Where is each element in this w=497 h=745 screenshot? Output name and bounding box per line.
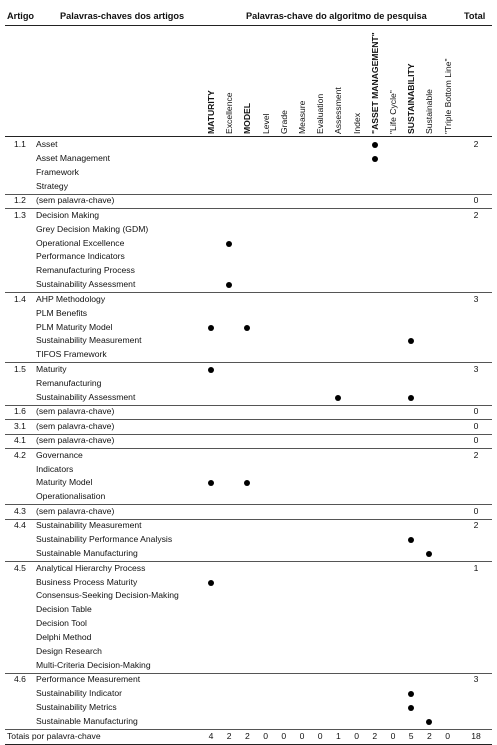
keyword-cell: Sustainability Performance Analysis	[36, 534, 173, 545]
column-total: 2	[427, 730, 432, 741]
match-dot	[426, 551, 432, 557]
column-total: 2	[226, 730, 232, 741]
match-dot	[208, 580, 214, 586]
keyword-cell: (sem palavra-chave)	[36, 435, 115, 446]
column-total: 4	[208, 730, 214, 741]
keyword-cell: PLM Benefits	[36, 307, 88, 318]
article-total: 0	[473, 406, 479, 417]
keyword-cell: Maturity Model	[36, 477, 93, 488]
column-header: Sustainable	[424, 89, 435, 134]
article-number: 1.5	[14, 363, 26, 374]
column-header: Evaluation	[315, 93, 326, 134]
article-number: 4.1	[14, 435, 26, 446]
keyword-cell: Grey Decision Making (GDM)	[36, 223, 149, 234]
keyword-cell: (sem palavra-chave)	[36, 420, 115, 431]
header-total: Total	[464, 11, 486, 21]
header-artigo: Artigo	[7, 11, 35, 21]
article-total: 0	[473, 195, 479, 206]
header-palavras-algoritmo: Palavras-chave do algoritmo de pesquisa	[246, 11, 427, 21]
column-header: Grade	[278, 110, 289, 134]
article-number: 4.4	[14, 520, 26, 531]
match-dot	[208, 325, 214, 331]
column-total: 2	[372, 730, 378, 741]
column-total: 0	[445, 730, 450, 741]
keyword-cell: Sustainability Measurement	[36, 335, 142, 346]
article-total: 2	[473, 449, 479, 460]
article-number: 4.6	[14, 674, 26, 685]
keyword-cell: PLM Maturity Model	[36, 321, 113, 332]
keyword-cell: Performance Measurement	[36, 674, 141, 685]
match-dot	[372, 156, 378, 162]
keyword-cell: (sem palavra-chave)	[36, 195, 115, 206]
column-header: SUSTAINABILITY	[406, 63, 417, 134]
article-total: 2	[473, 139, 479, 149]
column-total: 0	[317, 730, 323, 741]
column-header: "ASSET MANAGEMENT"	[369, 32, 380, 134]
article-number: 1.3	[14, 209, 26, 220]
keyword-cell: Performance Indicators	[36, 251, 125, 262]
keyword-cell: Consensus-Seeking Decision-Making	[36, 590, 179, 601]
group-separator	[5, 362, 492, 363]
column-header: MODEL	[242, 102, 253, 134]
article-total: 3	[473, 674, 479, 685]
article-number: 1.4	[14, 293, 26, 304]
keyword-cell: Design Research	[36, 646, 102, 656]
column-header: MATURITY	[206, 90, 216, 134]
column-header: Excellence	[224, 92, 235, 134]
column-total: 5	[408, 730, 414, 741]
column-total: 0	[354, 730, 359, 741]
keyword-cell: Asset	[36, 139, 58, 149]
article-number: 4.2	[14, 449, 26, 460]
keyword-cell: Indicators	[36, 463, 74, 474]
keyword-cell: Operational Excellence	[36, 237, 125, 248]
article-total: 0	[473, 420, 479, 431]
column-header: Assessment	[333, 87, 344, 134]
article-total: 1	[473, 562, 479, 573]
article-number: 1.2	[14, 195, 26, 206]
match-dot	[408, 395, 414, 401]
header-palavras-artigos: Palavras-chaves dos artigos	[60, 11, 185, 21]
match-dot	[244, 480, 250, 486]
match-dot	[426, 719, 432, 725]
keyword-cell: Decision Tool	[36, 618, 87, 629]
bottom-rule	[5, 744, 492, 745]
keyword-cell: TIFOS Framework	[36, 349, 107, 360]
column-header: Measure	[297, 100, 307, 134]
column-total: 2	[245, 730, 250, 741]
article-total: 2	[473, 209, 479, 220]
footer-label: Totais por palavra-chave	[7, 730, 101, 741]
keyword-cell: Framework	[36, 166, 79, 177]
match-dot	[408, 705, 414, 711]
keyword-cell: Sustainable Manufacturing	[36, 716, 138, 727]
column-total: 0	[390, 730, 396, 741]
keyword-cell: Maturity	[36, 363, 67, 374]
article-number: 4.3	[14, 505, 26, 516]
column-header: "Life Cycle"	[388, 90, 398, 134]
column-total: 0	[299, 730, 305, 741]
keyword-cell: Sustainability Assessment	[36, 279, 136, 290]
article-total: 3	[473, 293, 479, 304]
match-dot	[244, 325, 250, 331]
column-total: 0	[281, 730, 287, 741]
column-header-rule	[5, 136, 492, 137]
match-dot	[408, 338, 414, 344]
keyword-cell: Delphi Method	[36, 632, 92, 643]
keyword-cell: AHP Methodology	[36, 293, 106, 304]
keyword-cell: Strategy	[36, 180, 69, 191]
keyword-cell: Governance	[36, 449, 83, 460]
article-number: 1.6	[14, 406, 26, 417]
keyword-cell: Remanufacturing	[36, 377, 102, 388]
keyword-cell: (sem palavra-chave)	[36, 505, 115, 516]
article-number: 3.1	[14, 420, 26, 431]
keyword-cell: Asset Management	[36, 152, 111, 163]
article-total: 0	[473, 435, 479, 446]
keyword-cell: Operationalisation	[36, 491, 106, 502]
match-dot	[208, 367, 214, 373]
article-number: 1.1	[14, 139, 26, 149]
article-total: 3	[473, 363, 479, 374]
match-dot	[335, 395, 341, 401]
keyword-cell: (sem palavra-chave)	[36, 406, 115, 417]
column-header: "Triple Bottom Line"	[442, 58, 453, 134]
match-dot	[226, 241, 232, 247]
column-header: Index	[351, 112, 362, 134]
keyword-cell: Multi-Criteria Decision-Making	[36, 659, 151, 670]
match-dot	[408, 691, 414, 697]
keyword-cell: Sustainability Assessment	[36, 391, 136, 402]
keyword-cell: Decision Making	[36, 209, 100, 220]
keyword-cell: Sustainable Manufacturing	[36, 548, 138, 559]
keyword-cell: Business Process Maturity	[36, 576, 138, 587]
article-total: 0	[473, 505, 479, 516]
keyword-cell: Remanufacturing Process	[36, 265, 135, 276]
article-total: 2	[473, 520, 479, 531]
column-total: 0	[263, 730, 268, 741]
keyword-cell: Sustainability Measurement	[36, 520, 142, 531]
article-number: 4.5	[14, 562, 26, 573]
match-dot	[372, 142, 378, 148]
column-total: 1	[336, 730, 341, 741]
keyword-cell: Sustainability Metrics	[36, 702, 117, 713]
keyword-cell: Analytical Hierarchy Process	[36, 562, 146, 573]
keyword-cell: Sustainability Indicator	[36, 688, 122, 699]
keyword-cell: Decision Table	[36, 604, 92, 615]
grand-total: 18	[471, 730, 481, 741]
column-header: Level	[260, 113, 271, 134]
match-dot	[208, 480, 214, 486]
match-dot	[226, 282, 232, 288]
match-dot	[408, 537, 414, 543]
